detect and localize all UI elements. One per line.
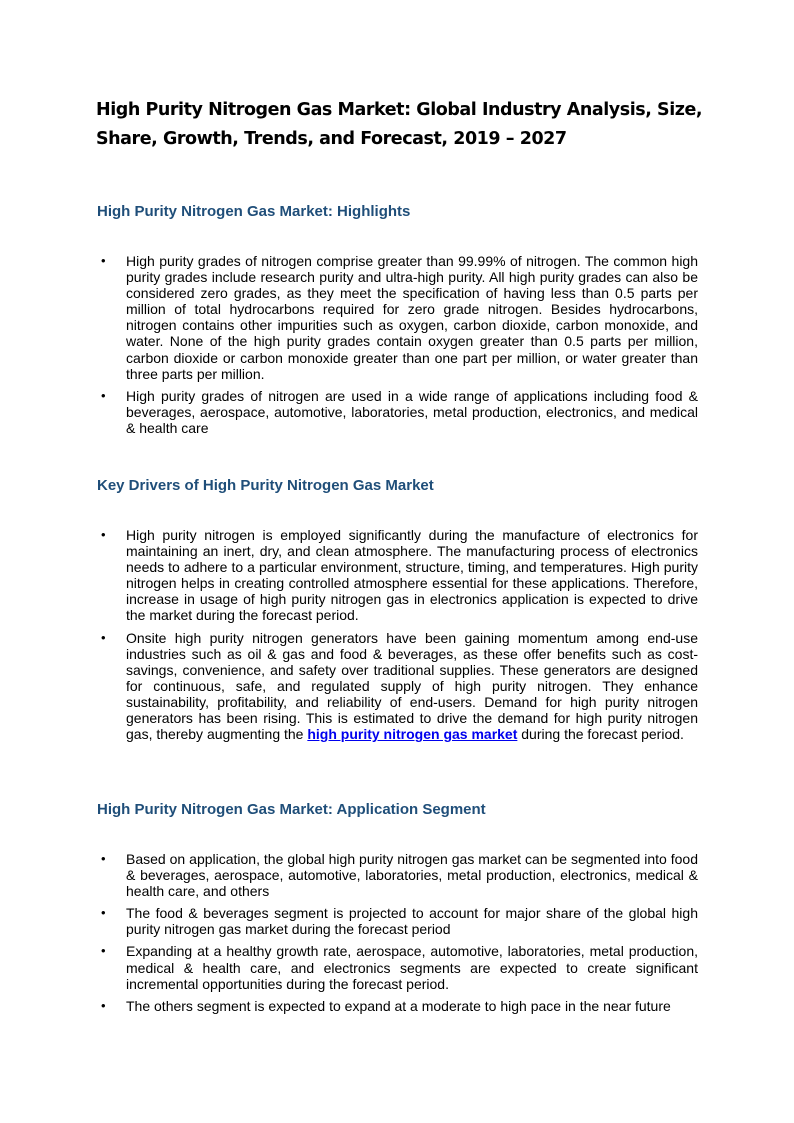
list-item: • High purity nitrogen is employed significantly during the manufacture of electronics for maintaining an inert, dry, and clean atmosphere. The manufacturing process of electronics needs to adhere to a particular environment, structure, timing, and temperatures. High purity nitrogen helps in creating controlled atmosphere essential for these applications. Therefore, increase in usage of high purity nitrogen gas in electronics application is expected to drive the market during the forecast period. bbox=[97, 527, 698, 624]
highlights-list bbox=[97, 253, 698, 442]
key-drivers-list bbox=[97, 527, 698, 748]
list-item: • Expanding at a healthy growth rate, aerospace, automotive, laboratories, metal production, medical & health care, and electronics segments are expected to create significant incremental opportunities during the forecast period. bbox=[97, 943, 698, 991]
application-segment-list bbox=[97, 851, 698, 1020]
list-item: • The food & beverages segment is projected to account for major share of the global high purity nitrogen gas market during the forecast period bbox=[97, 905, 698, 937]
list-item: • The others segment is expected to expand at a moderate to high pace in the near future bbox=[97, 998, 698, 1014]
section-heading-application-segment: High Purity Nitrogen Gas Market: Application Segment bbox=[97, 801, 486, 818]
list-item-text: during the forecast period. bbox=[517, 726, 684, 743]
list-item: • Based on application, the global high purity nitrogen gas market can be segmented into food & beverages, aerospace, automotive, laboratories, metal production, electronics, medical & health care, and others bbox=[97, 851, 698, 899]
list-item: • High purity grades of nitrogen comprise greater than 99.99% of nitrogen. The common high purity grades include research purity and ultra-high purity. All high purity grades can also be considered zero grades, as they meet the specification of having less than 0.5 parts per million of total hydrocarbons required for zero grade nitrogen. Besides hydrocarbons, nitrogen contains other impurities such as oxygen, carbon dioxide, carbon monoxide, and water. None of the high purity grades contain oxygen greater than 0.5 parts per million, carbon dioxide or carbon monoxide greater than one part per million, or water greater than three parts per million. bbox=[97, 253, 698, 382]
list-item-text: Onsite high purity nitrogen generators have been gaining momentum among end-use industries such as oil & gas and food & beverages, as these offer benefits such as cost-savings, convenience, and safety over traditional supplies. These generators are designed for continuous, safe, and regulated supply of high purity nitrogen. They enhance sustainability, profitability, and reliability of end-users. Demand for high purity nitrogen generators has been rising. This is estimated to drive the demand for high purity nitrogen gas, thereby augmenting the bbox=[126, 629, 698, 743]
market-report-link[interactable]: high purity nitrogen gas market bbox=[307, 726, 518, 743]
list-item-with-link bbox=[97, 630, 698, 743]
page-title: High Purity Nitrogen Gas Market: Global Industry Analysis, Size, Share, Growth, Trends, and Forecast, 2019 – 2027 bbox=[96, 100, 703, 149]
section-heading-highlights: High Purity Nitrogen Gas Market: Highlights bbox=[97, 203, 411, 220]
list-item: • High purity grades of nitrogen are used in a wide range of applications including food & beverages, aerospace, automotive, laboratories, metal production, electronics, and medical & health care bbox=[97, 388, 698, 436]
section-heading-key-drivers: Key Drivers of High Purity Nitrogen Gas Market bbox=[97, 477, 434, 494]
